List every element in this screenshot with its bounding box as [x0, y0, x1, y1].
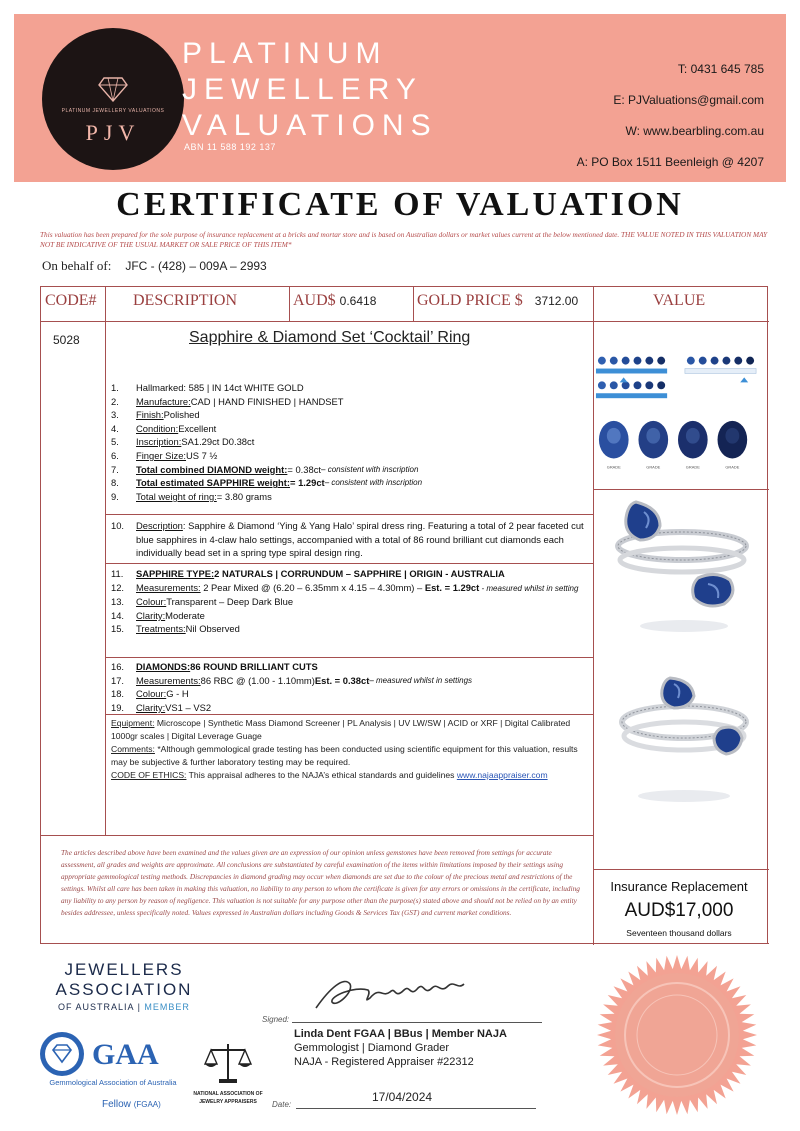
list-item: 5. Inscription: SA1.29ct D0.38ct: [111, 436, 255, 448]
diamond-details: [111, 660, 586, 714]
signer-details: [294, 1027, 507, 1069]
contact-details: [577, 54, 764, 178]
certificate-title: CERTIFICATE OF VALUATION: [116, 186, 684, 223]
gaa-fellow: Fellow (FGAA): [102, 1099, 161, 1110]
list-item: 3. Finish: Polished: [111, 409, 200, 421]
signed-label: Signed:: [262, 1015, 290, 1024]
list-item: 10. Description: Sapphire & Diamond ‘Ying & Yang Halo’ spiral dress ring. Featuring a total of 2 pear faceted cut blue sapphires in 4-claw halo settings, accompanied with a total of 86 round brilliant cut diamonds each individually bead set in a spring type spiral design ring.: [111, 520, 584, 559]
description-header: DESCRIPTION: [133, 292, 238, 309]
company-name: PLATINUM JEWELLERY VALUATIONS: [182, 37, 438, 142]
signer-name: Linda Dent FGAA | BBus | Member NAJA: [294, 1028, 507, 1040]
insurance-words: Seventeen thousand dollars: [626, 928, 732, 938]
client-reference: JFC - (428) – 009A – 2993: [125, 259, 267, 273]
list-item: 18. Colour: G - H: [111, 688, 189, 700]
naja-logo: NATIONAL ASSOCIATION OF JEWELRY APPRAISERS: [188, 1040, 268, 1105]
logo-small-text: PLATINUM JEWELLERY VALUATIONS: [61, 108, 165, 114]
gold-header: GOLD PRICE $ 3712.00: [417, 292, 579, 309]
value-header: VALUE: [653, 292, 706, 309]
chart-strip-left: [596, 357, 667, 399]
insurance-amount: AUD$17,000: [624, 900, 734, 921]
grade-label: GRADE: [685, 464, 700, 470]
gaa-acronym: GAA: [92, 1038, 159, 1071]
gaa-emblem-icon: [38, 1030, 86, 1078]
sapphire-samples: [599, 421, 747, 459]
list-item: 2. Manufacture: CAD | HAND FINISHED | HANDSET: [111, 395, 344, 407]
diamond-icon: [98, 76, 128, 102]
signature-line: [292, 1022, 542, 1023]
legal-footer: The articles described above have been examined and the values given are an expression of our opinion unless gemstones have been removed from settings for accurate assessment, all grades and weights are approximate. All conclusions are substantiated by careful examination of the items within limitations imposed by their settings using appropriate gemmological testing methods. Discrepancies in diamond grading may occur when diamonds are set due to the colour of the precious metal and restrictions of the settings. Whilst all care has been taken in making this valuation, no liability to any person to whom the certificate is given for any errors or omissions in the certificate, including any liability to any person by reason of negligence. This valuation is not suitable for any purpose other than the purpose(s) stated above and should not be relied on by an entity besides addressee, unless specifically noted. Values expressed in Australian dollars including Goods & Services Tax (GST) and current market conditions.: [61, 848, 580, 917]
list-item: 16. DIAMONDS: 86 ROUND BRILLIANT CUTS: [111, 661, 318, 672]
disclaimer: This valuation has been prepared for the sole purpose of insurance replacement at a bricks and mortar store and is based on Australian dollars or market values current at the below mentioned date. THE VALUE NOTED IN THIS VALUATION MAY NOT BE INDICATIVE OF THE USUAL MARKET OR SALE PRICE OF THIS ITEM*: [40, 230, 768, 249]
gaa-full-name: Gemmological Association of Australia: [49, 1078, 177, 1087]
naja-link[interactable]: www.najaappraiser.com: [456, 770, 548, 780]
list-item: 14. Clarity: Moderate: [111, 609, 205, 621]
value-bottom-line: [593, 943, 769, 944]
phone: T: 0431 645 785: [677, 62, 764, 76]
gold-price: 3712.00: [534, 294, 579, 308]
date-label: Date:: [272, 1100, 292, 1109]
body-footer-divider: [41, 835, 593, 836]
image-divider-2: [593, 869, 769, 870]
aud-header: AUD$ 0.6418: [293, 292, 377, 309]
website: W: www.bearbling.com.au: [625, 124, 764, 138]
gold-divider: [413, 287, 414, 321]
header-divider: [41, 321, 769, 322]
logo-monogram: PJV: [85, 120, 141, 145]
scales-icon: [203, 1040, 253, 1084]
list-item: 7. Total combined DIAMOND weight: = 0.38ct – consistent with inscription: [111, 463, 419, 475]
list-item: 17. Measurements: 86 RBC @ (1.00 - 1.10mm) Est. = 0.38ct – measured whilst in settings: [111, 674, 473, 686]
list-item: 9. Total weight of ring: = 3.80 grams: [111, 490, 272, 502]
equipment-notes: Equipment: Microscope | Synthetic Mass Diamond Screener | PL Analysis | UV LW/SW | ACID or XRF | Digital Calibrated 1000gr scales | Digital Leverage Guage Comments: *Although gemmological grade testing has been conducted using scientific equipment for this valuation, results may be subjective & further laboratory testing may be required. CODE OF ETHICS: This appraisal adheres to the NAJA’s ethical standards and guidelines www.najaappraiser.com: [111, 718, 578, 780]
list-item: 6. Finger Size: US 7 ½: [111, 449, 218, 461]
signer-role: Gemmologist | Diamond Grader: [294, 1042, 450, 1054]
grade-label: GRADE: [725, 464, 740, 470]
sapphire-colour-chart: [594, 342, 762, 486]
letterhead: [14, 14, 786, 182]
jewellers-association-logo: JEWELLERS ASSOCIATION OF AUSTRALIA | MEMBER: [55, 960, 193, 1012]
grade-label: GRADE: [646, 464, 661, 470]
ring-photo-top: [610, 494, 760, 644]
code-header: CODE#: [45, 292, 97, 309]
item-details: [111, 381, 422, 503]
list-item: 12. Measurements: 2 Pear Mixed @ (6.20 – 6.35mm x 4.15 – 4.30mm) – Est. = 1.29ct - measured whilst in setting: [111, 581, 579, 593]
date-line: [296, 1108, 536, 1109]
list-item: 15. Treatments: Nil Observed: [111, 623, 240, 635]
item-code: 5028: [53, 333, 80, 347]
grade-label: GRADE: [606, 464, 621, 470]
email: E: PJValuations@gmail.com: [613, 93, 764, 107]
list-item: 8. Total estimated SAPPHIRE weight: = 1.29ct – consistent with inscription: [111, 477, 423, 489]
signer-registration: NAJA - Registered Appraiser #22312: [294, 1056, 474, 1068]
gaa-logo: [38, 1030, 178, 1087]
valuation-date: 17/04/2024: [372, 1090, 433, 1104]
insurance-label: Insurance Replacement: [610, 879, 748, 894]
sapphire-details: [111, 567, 586, 636]
aud-divider: [289, 287, 290, 321]
chart-strip-right: [685, 357, 756, 383]
list-item: 13. Colour: Transparent – Deep Dark Blue: [111, 596, 294, 608]
chart-grade-labels: [607, 464, 740, 469]
item-description: [111, 519, 586, 560]
image-divider-1: [593, 489, 769, 490]
abn-number: ABN 11 588 192 137: [184, 142, 276, 152]
list-item: 19. Clarity: VS1 – VS2: [111, 701, 212, 713]
item-title: Sapphire & Diamond Set ‘Cocktail’ Ring: [189, 329, 471, 346]
on-behalf-of: On behalf of: JFC - (428) – 009A – 2993: [42, 258, 267, 273]
aud-rate: 0.6418: [339, 294, 377, 308]
insurance-value: [595, 871, 763, 938]
list-item: 1. Hallmarked: 585 | IN 14ct WHITE GOLD: [111, 382, 304, 393]
pjv-logo: [42, 28, 184, 170]
postal-address: A: PO Box 1511 Beenleigh @ 4207: [576, 155, 764, 169]
embossed-seal: [592, 950, 762, 1120]
ring-photo-side: [610, 676, 760, 826]
list-item: 11. SAPPHIRE TYPE: 2 NATURALS | CORRUNDUM – SAPPHIRE | ORIGIN - AUSTRALIA: [111, 568, 505, 579]
handwritten-signature: [310, 968, 470, 1020]
code-column-divider: [105, 287, 106, 835]
list-item: 4. Condition: Excellent: [111, 422, 217, 434]
